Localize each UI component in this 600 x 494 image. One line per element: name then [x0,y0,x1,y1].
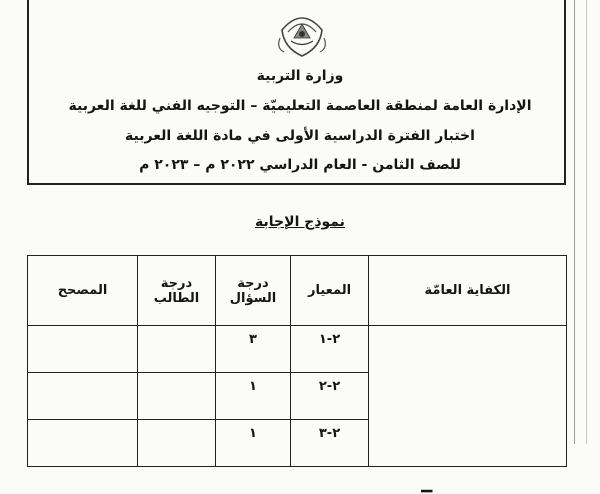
header-question-score: درجة السؤال [216,256,291,326]
exam-title: اختبار الفترة الدراسية الأولى في مادة اللغة العربية [125,128,475,144]
state-emblem-icon [274,8,330,60]
criterion-cell: ٢-١ [291,326,369,373]
answer-table [27,255,567,494]
corrector-cell[interactable] [28,373,138,420]
grade-and-year: للصف الثامن - العام الدراسي ٢٠٢٢ م – ٢٠٢٣ م [139,157,461,173]
corrector-cell[interactable] [28,326,138,373]
answer-model-title: نموذج الإجابة [255,214,345,230]
header-corrector: المصحح [28,256,138,326]
header-criterion: المعيار [291,256,369,326]
student-score-cell[interactable] [138,373,216,420]
page-edge-line [574,0,575,444]
table-row [28,326,567,373]
competency-cell [369,326,567,494]
student-score-cell[interactable] [138,326,216,373]
question-score-cell: ١ [216,420,291,467]
header-student-score: درجة الطالب [138,256,216,326]
question-score-cell: ٣ [216,326,291,373]
criterion-cell: ٢-٢ [291,373,369,420]
corrector-cell[interactable] [28,420,138,467]
table-header-row [28,256,567,326]
competency-cell-text: ا [418,488,437,494]
student-score-cell[interactable] [138,420,216,467]
ministry-name: وزارة التربية [256,68,344,84]
page-edge-line [586,0,587,444]
criterion-cell: ٢-٣ [291,420,369,467]
header-general-competency: الكفاية العامّة [369,256,567,326]
question-score-cell: ١ [216,373,291,420]
department-name: الإدارة العامة لمنطقة العاصمة التعليميّة – التوجيه الفني للغة العربية [68,98,532,114]
